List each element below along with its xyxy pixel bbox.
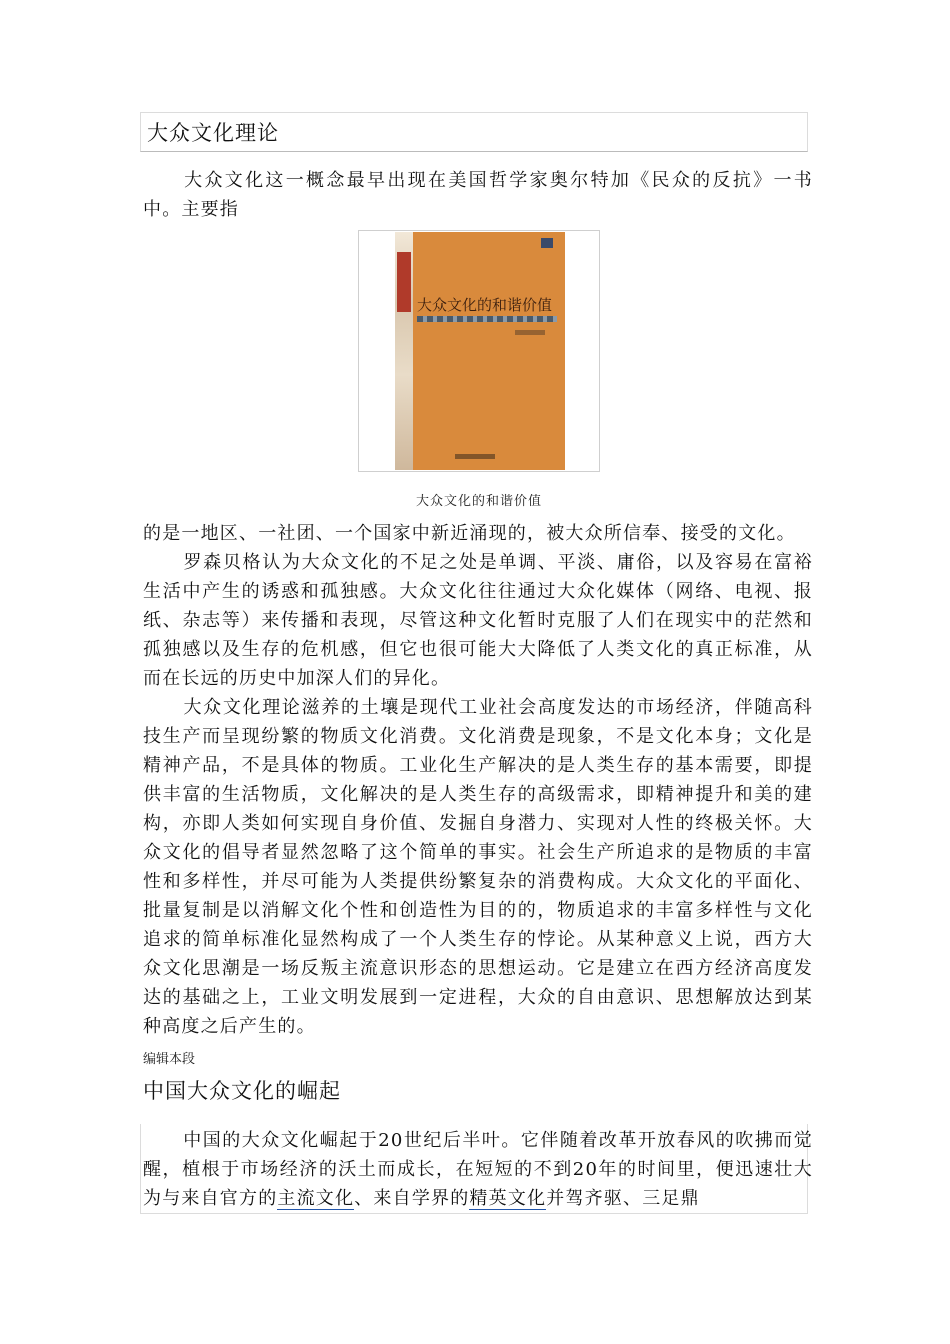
edit-section-link[interactable]: 编辑本段 — [143, 1052, 196, 1067]
link-mainstream-culture[interactable]: 主流文化 — [277, 1188, 355, 1209]
book-red-stripe — [397, 252, 411, 312]
book-cover-title: 大众文化的和谐价值 — [417, 296, 553, 314]
section2-title: 中国大众文化的崛起 — [143, 1079, 341, 1103]
book-subtitle-band — [417, 316, 557, 322]
section-title: 大众文化理论 — [147, 121, 279, 145]
series-logo-icon — [541, 238, 553, 248]
book-cover — [395, 232, 565, 470]
paragraph-china-rise: 中国的大众文化崛起于20世纪后半叶。它伴随着改革开放春风的吹拂而觉醒，植根于市场经济的沃土而成长，在短短的不到20年的时间里，便迅速壮大为与来自官方的主流文化、来自学界的精英文化并驾齐驱、三足鼎 — [143, 1130, 813, 1209]
book-publisher-mark — [455, 454, 495, 459]
book-author-mark — [515, 330, 545, 335]
link-elite-culture[interactable]: 精英文化 — [469, 1188, 547, 1209]
book-cover-image — [358, 230, 600, 472]
paragraph-theory-soil: 大众文化理论滋养的土壤是现代工业社会高度发达的市场经济，伴随高科技生产而呈现纷繁的物质文化消费。文化消费是现象，不是文化本身；文化是精神产品，不是具体的物质。工业化生产解决的是人类生存的基本需要，即提供丰富的生活物质，文化解决的是人类生存的高级需求，即精神提升和美的建构，亦即人类如何实现自身价值、发掘自身潜力、实现对人性的终极关怀。大众文化的倡导者显然忽略了这个简单的事实。社会生产所追求的是物质的丰富性和多样性，并尽可能为人类提供纷繁复杂的消费构成。大众文化的平面化、批量复制是以消解文化个性和创造性为目的的，物质追求的丰富多样性与文化追求的简单标准化显然构成了一个人类生存的悖论。从某种意义上说，西方大众文化思潮是一场反叛主流意识形态的思想运动。它是建立在西方经济高度发达的基础之上，工业文明发展到一定进程，大众的自由意识、思想解放达到某种高度之后产生的。 — [143, 697, 813, 1037]
figure-caption: 大众文化的和谐价值 — [415, 494, 542, 509]
intro-paragraph-continued: 的是一地区、一社团、一个国家中新近涌现的，被大众所信奉、接受的文化。 — [143, 523, 796, 544]
section-title-box — [140, 112, 808, 152]
intro-paragraph: 大众文化这一概念最早出现在美国哲学家奥尔特加《民众的反抗》一书中。主要指 — [143, 170, 813, 220]
paragraph-rosenberg: 罗森贝格认为大众文化的不足之处是单调、平淡、庸俗，以及容易在富裕生活中产生的诱惑和孤独感。大众文化往往通过大众化媒体（网络、电视、报纸、杂志等）来传播和表现，尽管这种文化暂时克服了人们在现实中的茫然和孤独感以及生存的危机感，但它也很可能大大降低了人类文化的真正标准，从而在长远的历史中加深人们的异化。 — [143, 552, 813, 689]
